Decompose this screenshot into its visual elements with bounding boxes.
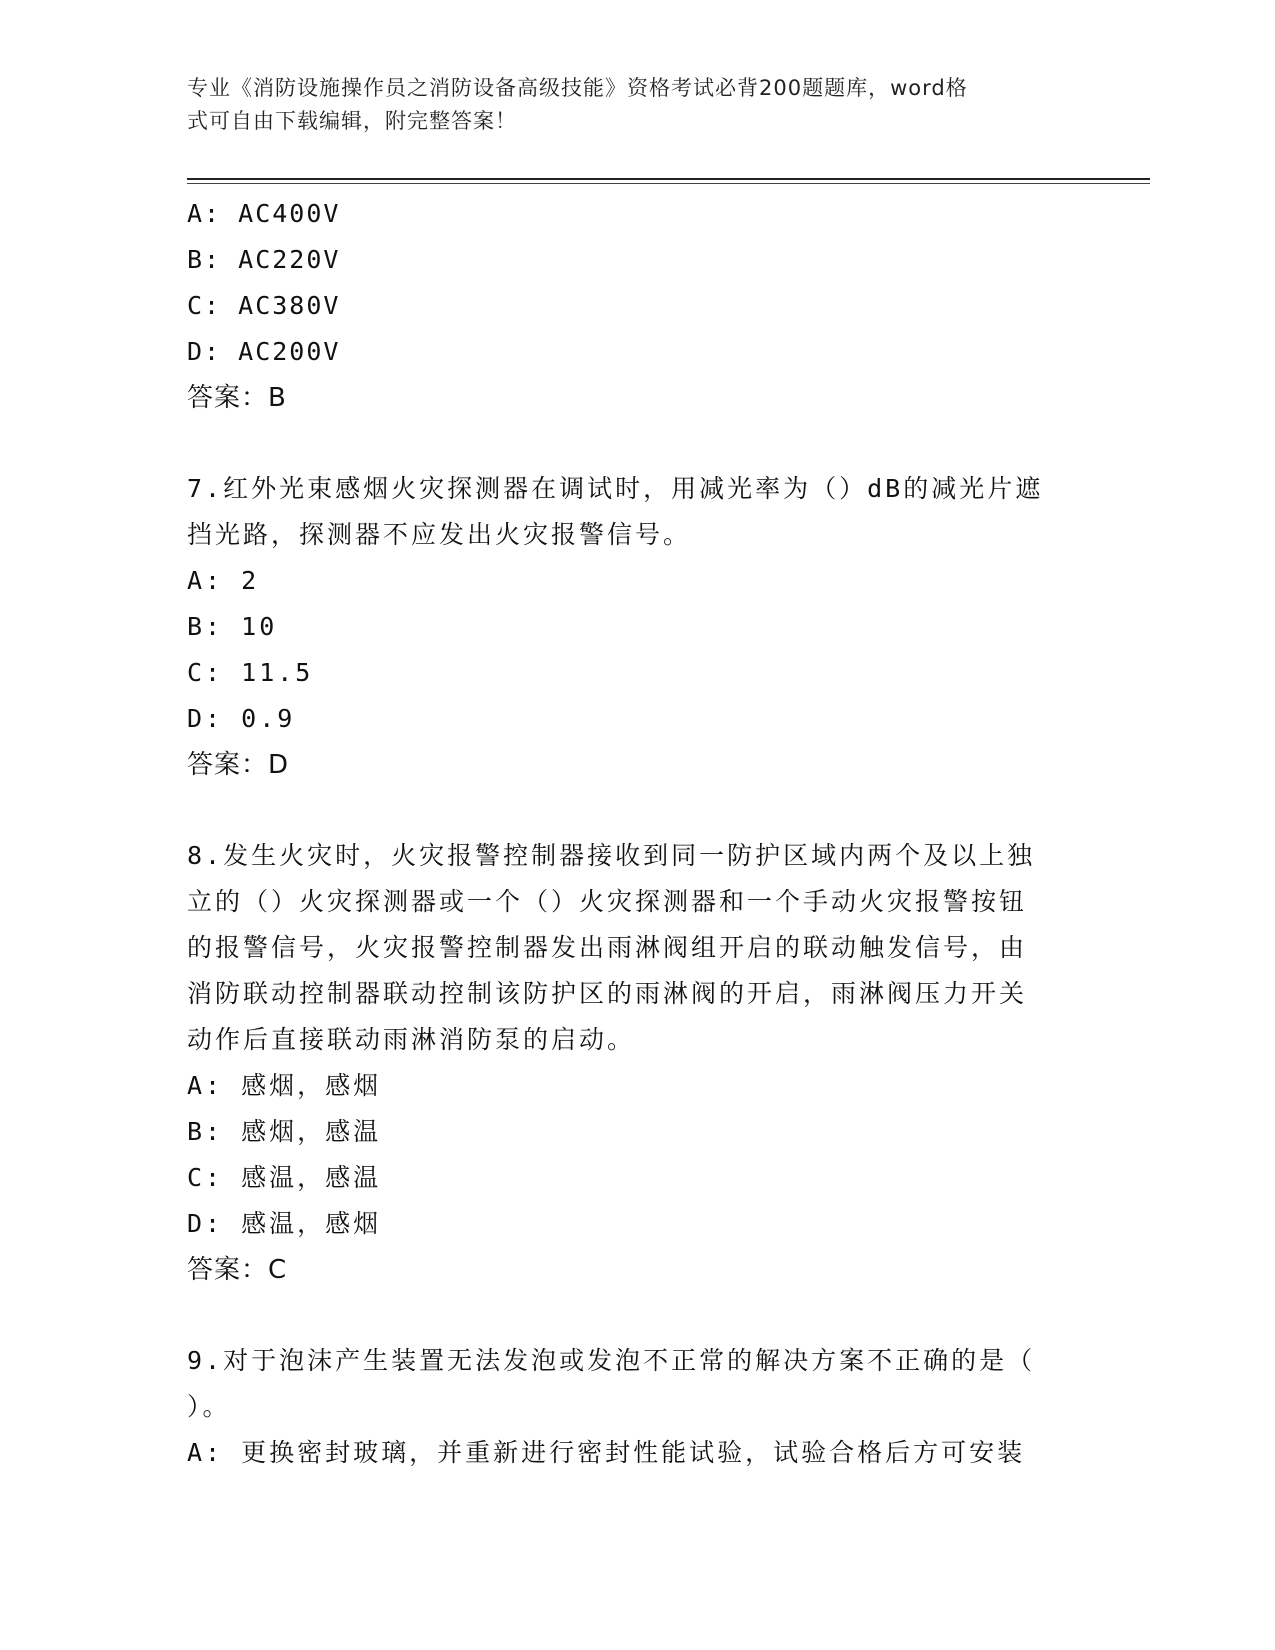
question-text-line: ）。 [187, 1392, 231, 1421]
option-b: B: AC220V [187, 245, 341, 274]
option-a: A: 感烟，感烟 [187, 1071, 382, 1100]
option-a: A: AC400V [187, 199, 341, 228]
question-text-line: 消防联动控制器联动控制该防护区的雨淋阀的开启，雨淋阀压力开关 [187, 979, 1028, 1008]
option-c: C: AC380V [187, 291, 341, 320]
header-divider-thin [187, 183, 1150, 184]
question-8 [187, 833, 1067, 1293]
question-text-line: 挡光路，探测器不应发出火灾报警信号。 [187, 520, 692, 549]
question-text-line: 动作后直接联动雨淋消防泵的启动。 [187, 1025, 636, 1054]
answer-line: 答案：C [187, 1255, 288, 1285]
option-a: A: 2 [187, 566, 260, 595]
option-c: C: 11.5 [187, 658, 314, 687]
option-d: D: 0.9 [187, 704, 296, 733]
question-7 [187, 466, 1067, 788]
question-9 [187, 1338, 1067, 1476]
prev-question [187, 191, 1067, 421]
question-text-line: 立的（）火灾探测器或一个（）火灾探测器和一个手动火灾报警按钮 [187, 887, 1028, 916]
header-divider-thick [187, 178, 1150, 180]
option-b: B: 10 [187, 612, 278, 641]
header-line-2: 式可自由下载编辑，附完整答案！ [187, 109, 517, 133]
header-line-1: 专业《消防设施操作员之消防设备高级技能》资格考试必背200题题库，word格 [187, 76, 968, 100]
option-d: D: AC200V [187, 337, 341, 366]
option-b: B: 感烟，感温 [187, 1117, 382, 1146]
question-text-line: 7.红外光束感烟火灾探测器在调试时，用减光率为（）dB的减光片遮 [187, 474, 1044, 503]
question-text-line: 9.对于泡沫产生装置无法发泡或发泡不正常的解决方案不正确的是（ [187, 1346, 1036, 1375]
question-text-line: 8.发生火灾时，火灾报警控制器接收到同一防护区域内两个及以上独 [187, 841, 1036, 870]
option-a: A: 更换密封玻璃，并重新进行密封性能试验，试验合格后方可安装 [187, 1438, 1026, 1467]
answer-line: 答案：B [187, 383, 287, 413]
option-d: D: 感温，感烟 [187, 1209, 382, 1238]
answer-line: 答案：D [187, 750, 290, 780]
document-header [187, 72, 1067, 138]
option-c: C: 感温，感温 [187, 1163, 382, 1192]
question-text-line: 的报警信号，火灾报警控制器发出雨淋阀组开启的联动触发信号，由 [187, 933, 1028, 962]
document-body [187, 191, 1067, 1476]
